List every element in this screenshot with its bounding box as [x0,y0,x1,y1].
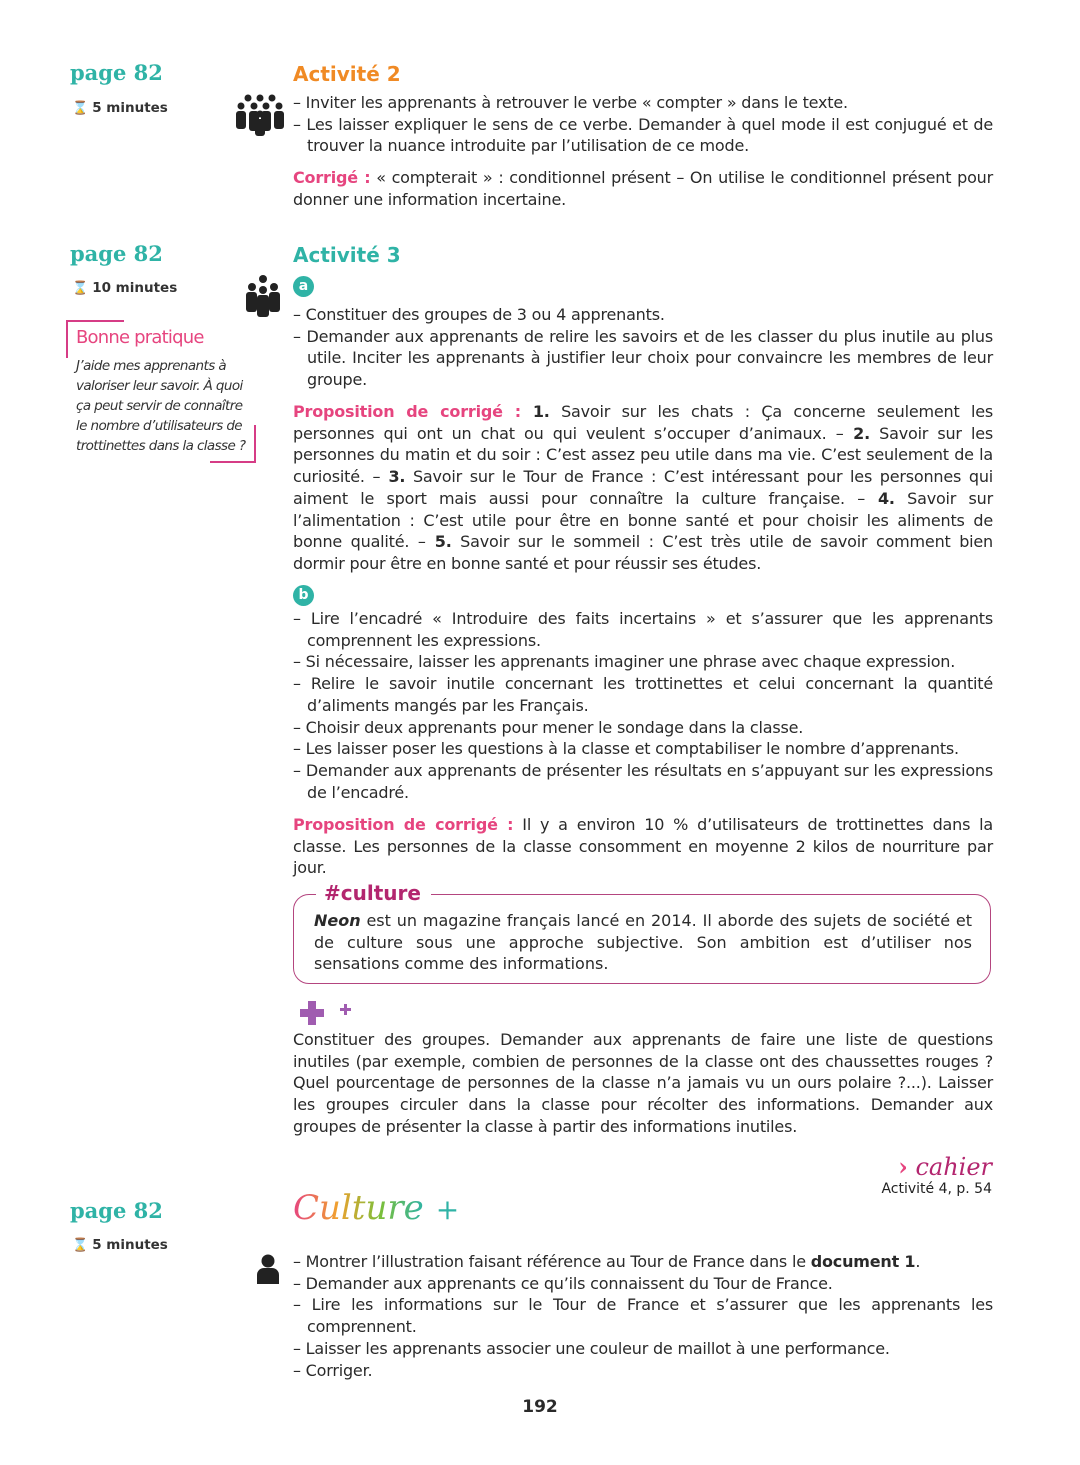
bonne-pratique-text: J’aide mes apprenants à valoriser leur savoir. À quoi ça peut servir de connaître le nombre d’utilisateurs de trottinettes dans la classe ? [76,358,246,454]
list-item: – Demander aux apprenants ce qu’ils connaissent du Tour de France. [293,1273,833,1293]
plus-plus-icon [300,1000,356,1026]
hourglass-icon: ⌛ [72,281,89,296]
list-item: – Laisser les apprenants associer une couleur de maillot à une performance. [293,1338,890,1358]
activity-2-title: Activité 2 [293,62,401,86]
page-reference: page 82 [70,60,163,85]
part-a-answer: Proposition de corrigé : 1. Savoir sur les chats : Ça concerne seulement les personnes qui ont un chat ou qui veulent s’occuper d’animaux. – 2. Savoir sur les personnes du matin et du soir : C’est assez peu utile dans ma vie. C’est seulement de la curiosité. – 3. Savoir sur le Tour de France : C’est intéressant pour les personnes qui aiment le sport mais aussi pour connaître la culture française. – 4. Savoir sur l’alimentation : C’est utile pour être en bonne santé et pour choisir les aliments de bonne qualité. – 5. Savoir sur le sommeil : C’est très utile de savoir comment bien dormir pour être en bonne santé et pour réussir ses études. [293,402,994,573]
culture-box-text: Neon est un magazine français lancé en 2014. Il aborde des sujets de société et de culture sous une approche subjective. Son ambition est d’utiliser nos sensations comme des informations. [314,911,972,974]
list-item: – Inviter les apprenants à retrouver le verbe « compter » dans le texte. [293,93,848,112]
list-item: – Les laisser poser les questions à la classe et comptabiliser le nombre d’apprenants. [293,739,959,759]
list-item: – Les laisser expliquer le sens de ce verbe. Demander à quel mode il est conjugué et de trouver la nuance introduite par l’utilisation de ce mode. [293,114,993,156]
bonne-pratique-title: Bonne pratique [76,327,204,348]
list-item: – Choisir deux apprenants pour mener le sondage dans la classe. [293,717,804,737]
duration: ⌛ 10 minutes [72,280,178,296]
duration: ⌛ 5 minutes [72,100,168,116]
list-item: – Montrer l’illustration faisant référence au Tour de France dans le document 1. [293,1252,921,1271]
culture-plus-title: Culture + [293,1188,460,1228]
page-reference: page 82 [70,1198,163,1223]
part-b-answer: Proposition de corrigé : Il y a environ 10 % d’utilisateurs de trottinettes dans la classe. Les personnes de la classe consomment en moyenne 2 kilos de nourriture par jour. [293,815,994,878]
list-item: – Constituer des groupes de 3 ou 4 apprenants. [293,305,665,324]
activity-3-title: Activité 3 [293,243,401,267]
list-item: – Lire l’encadré « Introduire des faits incertains » et s’assurer que les apprenants comprennent les expressions. [293,609,993,650]
list-item: – Si nécessaire, laisser les apprenants imaginer une phrase avec chaque expression. [293,652,956,672]
extension-activity-text: Constituer des groupes. Demander aux apprenants de faire une liste de questions inutiles (par exemple, combien de personnes de la classe ont des chaussettes rouges ? Quel pourcentage de personnes de la classe n’a jamais vu un ours polaire ?...). Laisser les groupes circuler dans la classe pour récolter des informations. Demander aux groupes de présenter la classe à partir des informations inutiles. [293,1030,993,1136]
bonne-pratique-box [66,320,256,463]
list-item: – Demander aux apprenants de présenter les résultats en s’appuyant sur les expressions de l’encadré. [293,760,993,802]
group-icon [246,275,280,317]
part-a-badge: a [293,276,314,297]
workbook-reference: › cahier Activité 4, p. 54 [881,1152,992,1197]
page-reference: page 82 [70,241,163,266]
activity-2-instructions [293,92,993,157]
chevron-right-icon: › [898,1152,908,1181]
whole-class-icon [236,94,284,136]
list-item: – Relire le savoir inutile concernant les trottinettes et celui concernant la quantité d’aliments mangés par les Français. [293,674,993,715]
part-b-instructions [293,608,993,803]
part-b-badge: b [293,585,314,606]
list-item: – Corriger. [293,1360,373,1380]
hourglass-icon: ⌛ [72,101,89,116]
duration: ⌛ 5 minutes [72,1237,168,1253]
culture-plus-instructions [293,1251,993,1381]
culture-box [293,881,991,984]
activity-2-answer: Corrigé : « compterait » : conditionnel présent – On utilise le conditionnel présent pour donner une information incertaine. [293,168,993,209]
culture-box-title: #culture [316,881,431,905]
list-item: – Lire les informations sur le Tour de France et s’assurer que les apprenants les comprennent. [293,1295,993,1337]
hourglass-icon: ⌛ [72,1238,89,1253]
individual-icon [256,1254,280,1284]
part-a-instructions [293,304,993,391]
list-item: – Demander aux apprenants de relire les savoirs et de les classer du plus inutile au plus utile. Inciter les apprenants à justifier leur choix pour convaincre les membres de leur groupe. [293,326,993,390]
page-number: 192 [522,1397,558,1417]
